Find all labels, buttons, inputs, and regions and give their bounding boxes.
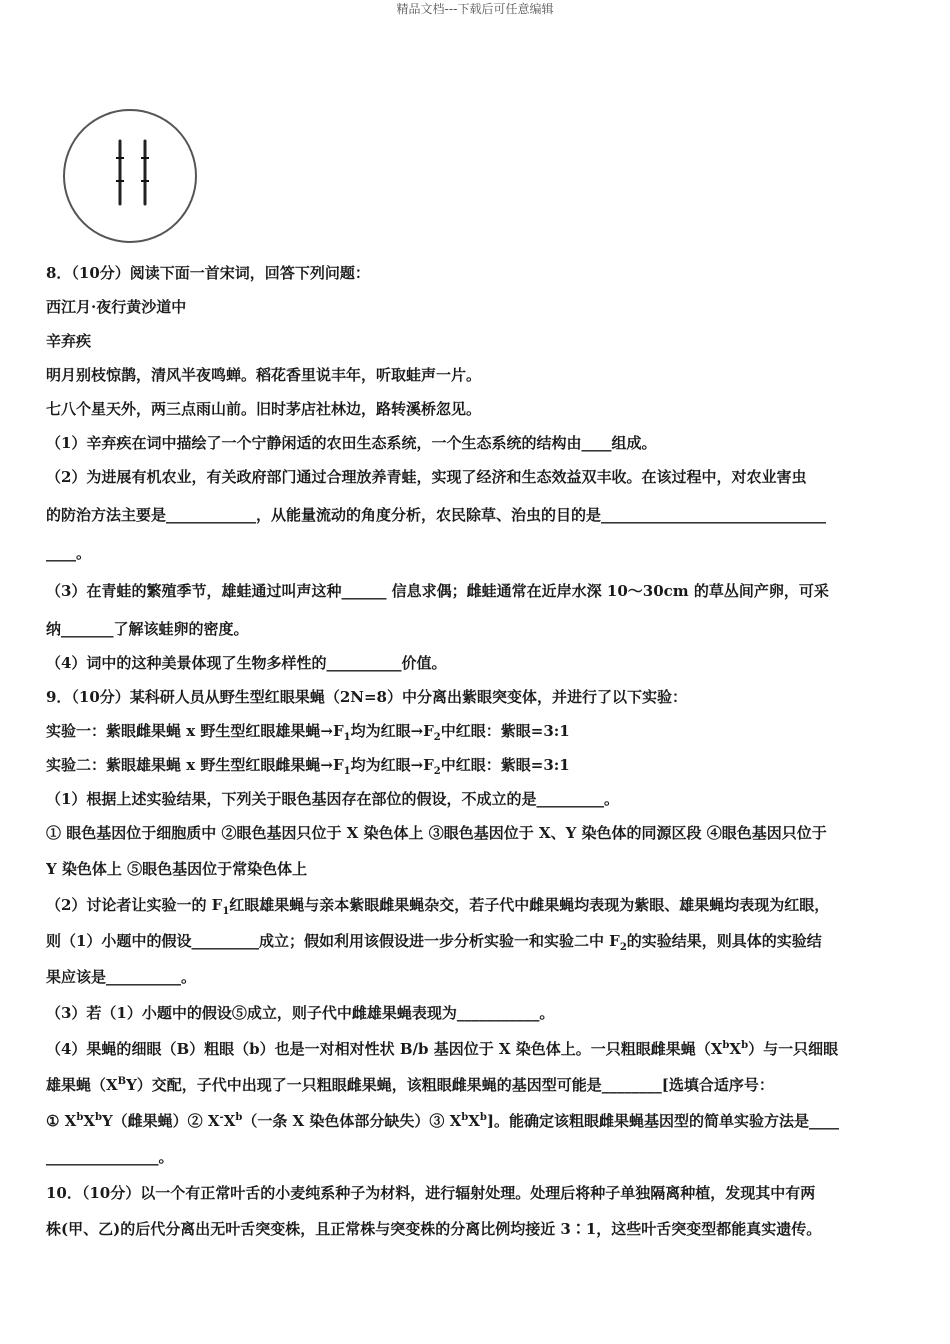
q9-part-2c: 果应该是__________。 xyxy=(46,968,197,986)
q10-line-1: 10．（10分）以一个有正常叶舌的小麦纯系种子为材料，进行辐射处理。处理后将种子单独隔离种植，发现其中有两 xyxy=(46,1184,816,1202)
q8-intro: 8．（10分）阅读下面一首宋词，回答下列问题： xyxy=(46,264,370,282)
poem-title: 西江月·夜行黄沙道中 xyxy=(46,298,187,316)
q9-options-a: ① 眼色基因位于细胞质中 ②眼色基因只位于 X 染色体上 ③眼色基因位于 X、Y 染色体的同源区段 ④眼色基因只位于 xyxy=(46,824,827,842)
cell-diagram xyxy=(60,106,200,246)
q9-part-3: （3）若（1）小题中的假设⑤成立，则子代中雌雄果蝇表现为___________。 xyxy=(46,1004,555,1022)
q9-part-4c: ① $X^bX^bY$（雌果蝇）② $X^-X^b$（一条 X 染色体部分缺失）③ $X^bX^b$]。能确定该粗眼雌果蝇基因型的简单实验方法是____ xyxy=(46,1112,840,1130)
q9-part-4a: （4）果蝇的细眼（B）粗眼（b）也是一对相对性状 B/b 基因位于 X 染色体上。一只粗眼雌果蝇$(X^bX^b)$与一只细眼 xyxy=(46,1040,839,1058)
q8-part-3a: （3）在青蛙的繁殖季节，雄蛙通过叫声这种______ 信息求偶；雌蛙通常在近岸水深 10～30cm 的草丛间产卵，可采 xyxy=(46,582,829,600)
page-header: 精品文档---下载后可任意编辑 xyxy=(396,2,554,16)
chromosome-pair xyxy=(120,141,145,204)
q8-part-2c: ____。 xyxy=(46,544,92,562)
q9-part-2b: 则（1）小题中的假设_________成立；假如利用该假设进一步分析实验一和实验二中 $F_2$的实验结果，则具体的实验结 xyxy=(46,932,822,953)
q10-line-2: 株(甲、乙)的后代分离出无叶舌突变株，且正常株与突变株的分离比例均接近 3∶1，这些叶舌突变型都能真实遗传。 xyxy=(46,1220,822,1238)
q8-part-1: （1）辛弃疾在词中描绘了一个宁静闲适的农田生态系统，一个生态系统的结构由____组成。 xyxy=(46,434,657,452)
q9-intro: 9．（10分）某科研人员从野生型红眼果蝇（2N=8）中分离出紫眼突变体，并进行了以下实验： xyxy=(46,688,687,706)
q9-part-1: （1）根据上述实验结果，下列关于眼色基因存在部位的假设，不成立的是_________。 xyxy=(46,790,619,808)
q9-experiment-1: 实验一：紫眼雌果蝇 x 野生型红眼雄果蝇$\to F_1$均为红眼$\to F_2$中红眼：紫眼=3:1 xyxy=(46,722,570,743)
poem-line-1: 明月别枝惊鹊，清风半夜鸣蝉。稻花香里说丰年，听取蛙声一片。 xyxy=(46,366,482,384)
q8-part-2b: 的防治方法主要是____________，从能量流动的角度分析，农民除草、治虫的目的是______________________________ xyxy=(46,506,827,524)
document-body xyxy=(46,259,906,1251)
q8-part-4: （4）词中的这种美景体现了生物多样性的__________价值。 xyxy=(46,654,447,672)
q9-options-b: Y 染色体上 ⑤眼色基因位于常染色体上 xyxy=(46,860,308,878)
cell-outline xyxy=(64,110,196,242)
q8-part-3b: 纳_______了解该蛙卵的密度。 xyxy=(46,620,249,638)
q9-part-2a: （2）讨论者让实验一的 $F_1$红眼雄果蝇与亲本紫眼雌果蝇杂交，若子代中雌果蝇均表现为紫眼、雄果蝇均表现为红眼， xyxy=(46,896,830,917)
poem-line-2: 七八个星天外，两三点雨山前。旧时茅店社林边，路转溪桥忽见。 xyxy=(46,400,482,418)
q9-part-4d: _______________。 xyxy=(46,1148,174,1166)
poem-author: 辛弃疾 xyxy=(46,332,92,350)
q9-experiment-2: 实验二：紫眼雄果蝇 x 野生型红眼雌果蝇$\to F_1$均为红眼$\to F_2$中红眼：紫眼=3:1 xyxy=(46,756,570,777)
q8-part-2a: （2）为进展有机农业，有关政府部门通过合理放养青蛙，实现了经济和生态效益双丰收。在该过程中，对农业害虫 xyxy=(46,468,807,486)
q9-part-4b: 雄果蝇$(X^BY)$交配，子代中出现了一只粗眼雌果蝇，该粗眼雌果蝇的基因型可能是________[选填合适序号： xyxy=(46,1076,774,1094)
